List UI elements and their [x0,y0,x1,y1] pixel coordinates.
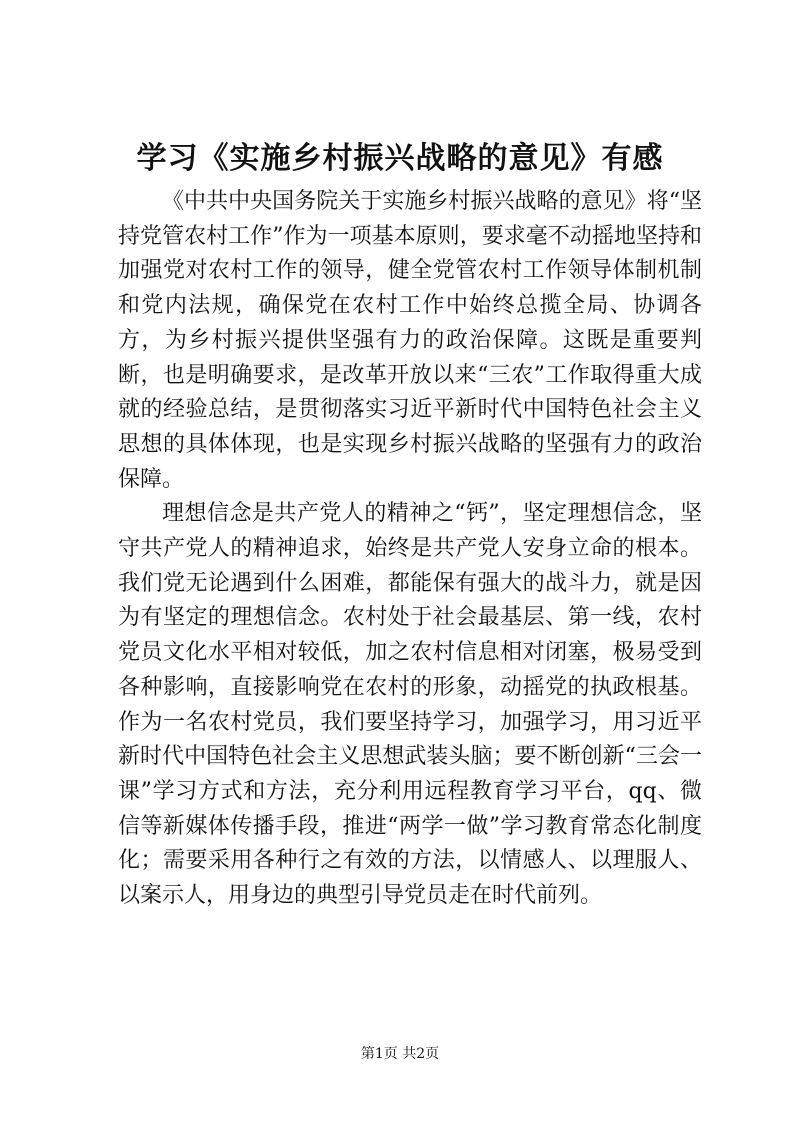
document-title: 学习《实施乡村振兴战略的意见》有感 [136,141,664,176]
page-number-footer: 第1页 共2页 [360,1046,440,1062]
paragraph-1: 《中共中央国务院关于实施乡村振兴战略的意见》将“坚持党管农村工作”作为一项基本原则，要求毫不动摇地坚持和加强党对农村工作的领导，健全党管农村工作领导体制机制和党内法规，确保党在农村工作中始终总揽全局、协调各方，为乡村振兴提供坚强有力的政治保障。这既是重要判断，也是明确要求，是改革开放以来“三农”工作取得重大成就的经验总结，是贯彻落实习近平新时代中国特色社会主义思想的具体体现，也是实现乡村振兴战略的坚强有力的政治保障。 [118,189,702,492]
paragraph-2: 理想信念是共产党人的精神之“钙”，坚定理想信念，坚守共产党人的精神追求，始终是共产党人安身立命的根本。我们党无论遇到什么困难，都能保有强大的战斗力，就是因为有坚定的理想信念。农村处于社会最基层、第一线，农村党员文化水平相对较低，加之农村信息相对闭塞，极易受到各种影响，直接影响党在农村的形象，动摇党的执政根基。作为一名农村党员，我们要坚持学习，加强学习，用习近平新时代中国特色社会主义思想武装头脑；要不断创新“三会一课”学习方式和方法，充分利用远程教育学习平台，qq、微信等新媒体传播手段，推进“两学一做”学习教育常态化制度化；需要采用各种行之有效的方法，以情感人、以理服人、以案示人，用身边的典型引导党员走在时代前列。 [118,501,702,909]
document-body [118,185,702,914]
